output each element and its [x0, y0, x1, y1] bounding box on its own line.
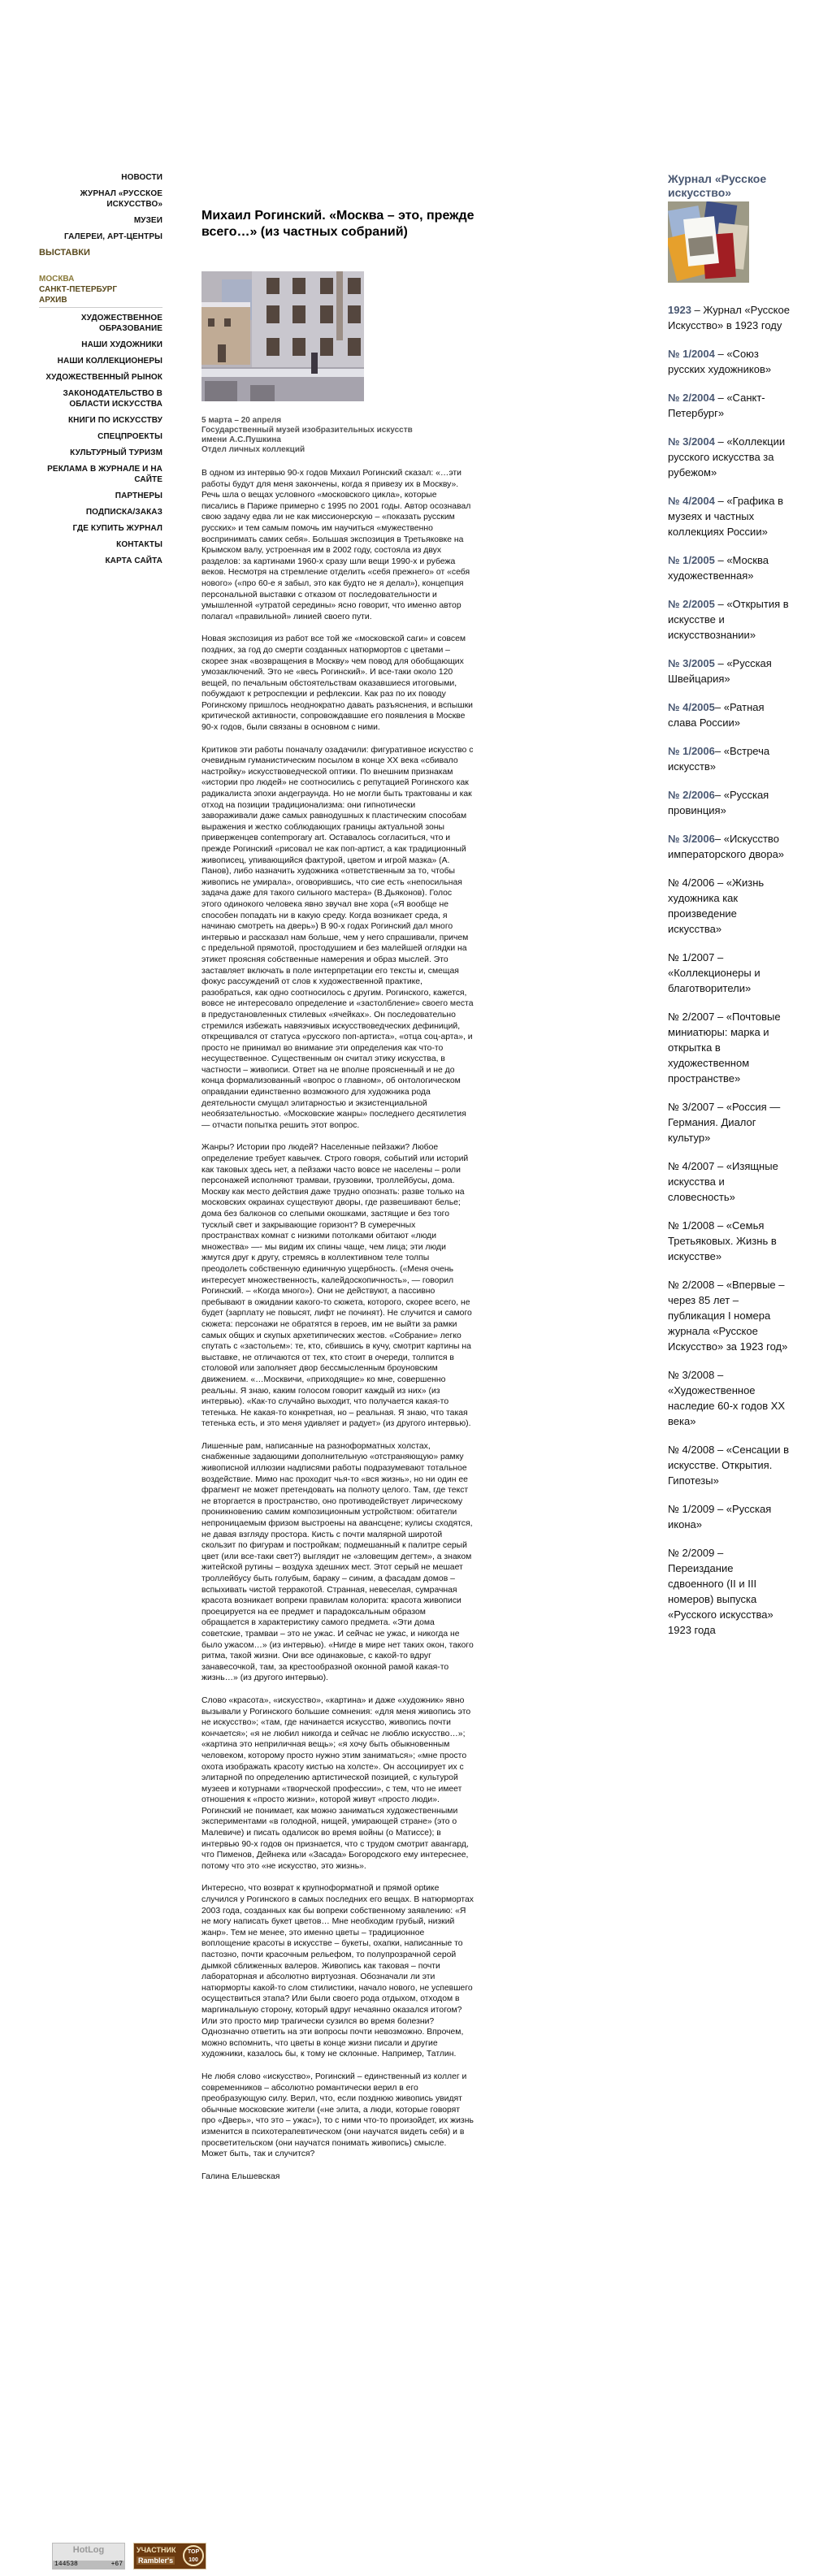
issue-number: № 2/2005 — [668, 598, 715, 610]
article-paragraph: Лишенные рам, написанные на разноформатных холстах, снабженные задающими дополнительную «отстраняющую» рамку живописной иллюзии надписями работы подразумевают тотальное воздействие. Мимо нас проходит чья-то «вся жизнь», но ни один ее фрагмент не может претендовать на полноту целого. Там, где текст не вторгается в пространство, оно противодействует лирическому проникновению самим композиционным устройством: обитатели непроницаемым фризом выстроены на авансцене; кулисы сходятся, не давая взгляду простора. Кисть с почти малярной широтой скользит по фигурам и постройкам; подмешанный к палитре серый цвет (или все-таки свет?) выглядит не «зловещим дегтем», а знаком житейской рутины – воздуха здешних мест. Этот серый не мешает троллейбусу быть голубым, бараку – синим, а фасадам домов – вспыхивать чистой терракотой. Странная, невеселая, сумрачная красота возникает вопреки правилам колорита: красота живописи проецируется на ее предмет и парадоксальным образом обращается в характеристику самого предмета. «Эти дома советские, трамваи – это не ужас. И сейчас не ужас, и никогда не было ужасом…» (из интервью). «Нигде в мире нет таких окон, такого ритма, такой жизни. Они все одинаковые, с какой-то вдруг занавесочкой, там, за крестообразной оконной рамой какая-то жизнь…» (из другого интервью). — [202, 1441, 474, 1683]
nav-item-museums[interactable]: МУЗЕИ — [133, 216, 162, 225]
issue-title: – «Искусство императорского двора» — [668, 833, 785, 860]
issue-number: № 3/2006 — [668, 833, 715, 845]
hotlog-logo: HotLog — [72, 2545, 105, 2555]
issue-title: – «Семья Третьяковых. Жизнь в искусстве» — [668, 1219, 777, 1262]
nav-section-exhibitions[interactable]: ВЫСТАВКИ — [39, 248, 90, 258]
article-body — [202, 468, 474, 2182]
journal-issue-link[interactable] — [668, 656, 790, 686]
exhibitions-submenu — [39, 274, 162, 308]
issue-title: – «Россия — Германия. Диалог культур» — [668, 1101, 781, 1144]
issue-number: № 4/2005 — [668, 701, 715, 713]
article-column — [202, 208, 632, 2193]
nav-sub-archive[interactable]: АРХИВ — [39, 296, 67, 305]
journal-issue-link[interactable] — [668, 831, 790, 862]
journal-issue-link[interactable] — [668, 434, 790, 480]
journal-issue-link[interactable] — [668, 699, 790, 730]
issue-title: – «Графика в музеях и частных коллекциях России» — [668, 495, 784, 538]
journal-issue-link[interactable] — [668, 390, 790, 421]
article-paragraph: Критиков эти работы поначалу озадачили: фигуративное искусство с очевидным гуманистическим посылом в конце XX века «сбивало настройку» искусствоведческой оптики. По внешним признакам «истории про людей» не соотносились с репутацией Рогинского как радикалиста эпохи андеграунда. Но не могли быть трактованы и как отход на позиции традиционализма: они гипнотически завораживали даже самых равнодушных к пластическим способам выражения и жестко соблюдающих границы актуальной зоны приверженцев contemporary art. Оставалось согласиться, что и прежде Рогинский «рисовал не как поп-артист, а как традиционный живописец, упивающийся фактурой, цветом и игрой мазка» (А. Панов), либо назначить художника «ответственным за то, чтобы живопись не умирала», оговорившись, что сие есть «непосильная задача даже для такого сильного мастера» (В.Дьяконов). Голос этого одинокого человека явно звучал вне хора («Я вообще не способен попадать ни в какую среду. Когда возникает среда, я начинаю смотреть на дверь») В 90-х годах Рогинский дал много интервью и рассказал нам больше, чем у него спрашивали, причем с предельной прямотой, простодушием и без малейшей оглядки на этикет проясняя собственные намерения и образ мыслей. Это заставляет включать в поле интерпретации его тексты и, смещая фокус рассуждений от слов к художественной практике, разобраться, как одно соотносилось с другим. Рогинского, кажется, вовсе не интересовало определение и «застолбление» своего места в предустановленных стилевых «ячейках». Он последовательно стремился избежать навязчивых искусствоведческих дефиниций, открещивался от статуса «русского поп-артиста», «отца соц-арта», и просто не принимал во внимание эти определения как что-то несущественное. Существенным он считал этику искусства, в частности – живописи. Ответ на не вполне проясненный и не до конца формализованный «вопрос о главном», об онтологическом оправдании единственно возможного для художника рода деятельности смущал элитарностью и экзистенциальной необязательностью. «Московские жанры» последнего десятилетия — отчасти попытка решить этот вопрос. — [202, 745, 474, 1130]
journal-covers-illustration — [668, 201, 749, 283]
article-painting-image — [202, 271, 364, 401]
rambler-label: УЧАСТНИК — [136, 2546, 176, 2554]
issue-title: – «Русская икона» — [668, 1503, 772, 1530]
journal-issue-link[interactable] — [668, 302, 790, 333]
issue-title: – «Коллекции русского искусства за рубежом» — [668, 435, 786, 478]
journal-issue-link[interactable] — [668, 950, 790, 996]
article-author: Галина Ельшевская — [202, 2171, 280, 2181]
nav-item-books[interactable]: КНИГИ ПО ИСКУССТВУ — [67, 416, 162, 425]
hotlog-counter[interactable] — [52, 2543, 125, 2570]
journal-issue-link[interactable] — [668, 552, 790, 583]
article-paragraph: В одном из интервью 90-х годов Михаил Рогинский сказал: «…эти работы будут для меня закончены, когда я привезу их в Москву». Речь шла о вещах условного «московского цикла», которые писались в Париже примерно с 1995 по 2001 годы. Автор осознавал свою задачу едва ли не как миссионерскую – «показать русским русских» и тем самым помочь им научиться «мужественно воспринимать самих себя». Большая экспозиция в Третьяковке на Крымском валу, устроенная им в 2002 году, состояла из двух разделов: за картинами 1960-х сразу шли вещи 1990-х и рубежа веков. Несмотря на стремление отделить «себя прежнего» от «себя нового» («про 60-е я забыл, это как будто не я делал»), концепция персональной выставки с отказом от последовательности и умышленной «утратой середины» ясно говорит, что именно автор полагал «правильной» линией своего пути. — [202, 469, 471, 621]
issue-title: – «Русская Швейцария» — [668, 657, 772, 685]
issue-number: № 4/2006 — [668, 877, 715, 889]
issue-title: – «Москва художественная» — [668, 554, 769, 582]
exhibition-venue: Государственный музей изобразительных искусств — [202, 426, 413, 435]
nav-item-where-to-buy[interactable]: ГДЕ КУПИТЬ ЖУРНАЛ — [72, 524, 162, 533]
journal-issue-link[interactable] — [668, 1545, 790, 1638]
nav-item-art-education[interactable]: ХУДОЖЕСТВЕННОЕ ОБРАЗОВАНИЕ — [80, 314, 162, 333]
footer-counters — [52, 2543, 206, 2569]
journal-issue-link[interactable] — [668, 1218, 790, 1264]
article-paragraph: Слово «красота», «искусство», «картина» и даже «художник» явно вызывали у Рогинского большие сомнения: «для меня живопись это не искусство»; «там, где начинается искусство, живопись почти кончается»; «я не любил никогда и сейчас не люблю искусство…»; «картина это неприличная вещь»; «я хочу быть обыкновенным человеком, которому просто нужно этим заниматься»; «мне просто охота изображать красоту кистью на холсте». Он ассоциирует их с элитарной по определению артистической позицией, с культурой музеев и котурнами «творческой профессии», с тем, что не имеет отношения к «просто жизни», которой живут «просто люди». Рогинский не понимает, как можно заниматься художественными экспериментами «в голодной, нищей, умирающей стране» (это о Малевиче) и писать одалисок во время войны (о Матиссе); в интервью 90-х годов он признается, что с трудом смотрит авангард, что Пименов, Дейнека или «Засада» Богородского ему интереснее, потому что это «не искусство, это жизнь». — [202, 1695, 471, 1871]
journal-issue-link[interactable] — [668, 1009, 790, 1086]
issue-number: № 3/2008 — [668, 1369, 715, 1381]
nav-item-art-market[interactable]: ХУДОЖЕСТВЕННЫЙ РЫНОК — [46, 373, 162, 382]
issue-number: № 2/2006 — [668, 789, 715, 801]
article-paragraph: Не любя слово «искусство», Рогинский – единственный из коллег и современников – абсолютно романтически верил в его преобразующую силу. Верил, что, если позднюю живопись увидят обычные московские жители («не элита, а люди, которые говорят про «Дверь», что это – ужас»), то с ними что-то произойдет, их жизнь изменится в психотерапевтическом (они научатся видеть себя) и в просветительском (они научатся понимать живопись) смысле. Может быть, так и случится? — [202, 2072, 474, 2159]
rambler-brand: Rambler's — [138, 2557, 174, 2565]
issue-title: – «Ратная слава России» — [668, 701, 765, 729]
journal-issue-link[interactable] — [668, 787, 790, 818]
issue-number: № 4/2008 — [668, 1444, 715, 1456]
rambler-top100-counter[interactable] — [133, 2543, 206, 2570]
hotlog-delta: +67 — [110, 2561, 123, 2568]
nav-item-partners[interactable]: ПАРТНЕРЫ — [115, 491, 162, 500]
issue-number: 1923 — [668, 304, 691, 316]
nav-item-legislation[interactable]: ЗАКОНОДАТЕЛЬСТВО В ОБЛАСТИ ИСКУССТВА — [63, 389, 162, 409]
nav-item-our-collectors[interactable]: НАШИ КОЛЛЕКЦИОНЕРЫ — [57, 357, 162, 366]
issue-title: – «Русская провинция» — [668, 789, 769, 816]
journal-issue-link[interactable] — [668, 493, 790, 539]
issue-number: № 2/2004 — [668, 392, 715, 404]
journal-covers-image[interactable] — [668, 201, 749, 283]
journal-issue-link[interactable] — [668, 596, 790, 643]
painting-illustration — [202, 271, 364, 401]
journal-issue-link[interactable] — [668, 1099, 790, 1145]
journal-issue-link[interactable] — [668, 1158, 790, 1205]
issue-title: – «Санкт-Петербург» — [668, 392, 765, 419]
issue-number: № 3/2005 — [668, 657, 715, 669]
nav-item-journal[interactable]: ЖУРНАЛ «РУССКОЕ ИСКУССТВО» — [80, 189, 162, 209]
nav-sub-spb[interactable]: САНКТ-ПЕТЕРБУРГ — [39, 285, 118, 294]
issue-title: – Переиздание сдвоенного (II и III номеров) выпуска «Русского искусства» 1923 года — [668, 1547, 774, 1636]
issue-title: – «Изящные искусства и словесность» — [668, 1160, 778, 1203]
exhibition-dates: 5 марта – 20 апреля — [202, 416, 282, 425]
exhibition-info — [202, 416, 632, 455]
nav-item-our-artists[interactable]: НАШИ ХУДОЖНИКИ — [81, 340, 162, 349]
issue-title: – «Коллекционеры и благотворители» — [668, 951, 760, 994]
issue-number: № 3/2007 — [668, 1101, 715, 1113]
issue-title: – «Впервые – через 85 лет – публикация I номера журнала «Русское Искусство» за 1923 год» — [668, 1279, 788, 1353]
article-title: Михаил Рогинский. «Москва – это, прежде всего…» (из частных собраний) — [202, 209, 474, 239]
nav-item-special-projects[interactable]: СПЕЦПРОЕКТЫ — [98, 432, 162, 441]
journal-issue-link[interactable] — [668, 875, 790, 937]
journal-heading-link[interactable]: Журнал «Русское искусство» — [668, 172, 767, 199]
issue-number: № 1/2009 — [668, 1503, 715, 1515]
journal-issue-link[interactable] — [668, 1277, 790, 1354]
top100-badge: TOP 100 — [183, 2545, 204, 2566]
issue-number: № 1/2007 — [668, 951, 715, 963]
nav-item-sitemap[interactable]: КАРТА САЙТА — [105, 556, 162, 565]
nav-item-galleries[interactable]: ГАЛЕРЕИ, АРТ-ЦЕНТРЫ — [63, 232, 162, 241]
issue-title: – «Открытия в искусстве и искусствознании» — [668, 598, 789, 641]
nav-item-news[interactable]: НОВОСТИ — [121, 173, 162, 182]
issue-number: № 4/2004 — [668, 495, 715, 507]
issue-title: – «Сенсации в искусстве. Открытия. Гипотезы» — [668, 1444, 790, 1487]
nav-sub-moscow[interactable]: МОСКВА — [39, 275, 75, 284]
issue-title: – «Встреча искусств» — [668, 745, 770, 773]
journal-issue-link[interactable] — [668, 743, 790, 774]
nav-item-subscription[interactable]: ПОДПИСКА/ЗАКАЗ — [85, 508, 162, 517]
issues-list — [668, 302, 790, 1638]
nav-item-advertising[interactable]: РЕКЛАМА В ЖУРНАЛЕ И НА САЙТЕ — [47, 465, 162, 484]
article-paragraph: Интересно, что возврат к крупноформатной и прямой optике случился у Рогинского в самых последних его вещах. В натюрмортах 2003 года, созданных как бы вопреки собственному заявлению: «Я не могу написать букет цветов… Мне необходим грубый, низкий жанр». Тем не менее, это именно цветы – традиционное воплощение красоты в искусстве – букеты, охапки, написанные то пастозно, почти красочным рельефом, то полупрозрачной серой дымкой сближенных валеров. Живопись как таковая – почти лабораторная и абсолютно виртуозная. Обозначали ли эти натюрморты какой-то слом стилистики, начало нового, не успевшего осуществиться этапа? Или были своего рода отдыхом, отходом в маргинальную сторону, который вдруг нечаянно оказался итогом? Или это просто мир трагически сузился во время болезни? Однозначно ответить на эти вопросы почти невозможно. Впрочем, можно вспомнить, что цветы в конце жизни писали и другие художники, казалось бы, к тому не склонные. Например, Татлин. — [202, 1884, 474, 2059]
journal-issue-link[interactable] — [668, 346, 790, 377]
left-navigation — [39, 172, 162, 572]
issue-number: № 2/2008 — [668, 1279, 715, 1291]
issue-number: № 1/2004 — [668, 348, 715, 360]
issue-title: – «Художественное наследие 60-х годов XX века» — [668, 1369, 786, 1427]
article-paragraph: Жанры? Истории про людей? Населенные пейзажи? Любое определение требует кавычек. Строго говоря, событий или историй как таковых здесь нет, а пейзажи часто вовсе не населены – роли персонажей исполняют трамваи, грузовики, троллейбусы, дома. Москву как место действия даже трудно опознать: разве только на московских окраинах существуют дворы, где развешивают белье; дома без балконов со слепыми окошками, застящие и без того тусклый свет и закрывающие горизонт? В сумеречных пространствах комнат с низкими потолками обитают «люди множества» —- мы видим их спины чаще, чем лица; эти люди жмутся друг к другу, стремясь в коллективном теле толпы преодолеть собственную единичную ущербность. («Меня очень интересует множественность, калейдоскопичность», — говорил Рогинский. – «Когда много»). Они не действуют, а пассивно пребывают в ожидании какого-то сюжета, которого, скорее всего, не будет (зарплату не повысят, лифт не починят). Не случится и самого сюжета: персонажи не обратятся в героев, им не выйти за рамки самых общих и скупых архетипических жестов. «Собрание» легко спутать с «застольем»: те, кто, сбившись в кучу, смотрит картины на выставке, не отличаются от тех, кто стоит в очереди, толпится в столовой или заполняет двор бессмысленным броуновским движением. «…Москвичи, «приходящие» ко мне, совершенно реальны. Я знаю, каким голосом говорит каждый из них» (из интервью). «Как-то случайно выходит, что получается какая-то тетенька. Не какая-то конкретная, но – реальная. Я знаю, что такая тетенька есть, и это меня удивляет и радует» (из другого интервью). — [202, 1143, 472, 1429]
article-paragraph: Новая экспозиция из работ все той же «московской саги» и совсем поздних, за год до смерти созданных натюрмортов с цветами – скорее знак «возвращения в Москву» чем повод для обобщающих умозаключений. Это не «весь Рогинский». И все-таки около 120 вещей, по печальным обстоятельствам оказавшиеся итоговыми, побуждают к ретроспекции и рефлексии. Как раз по их поводу Рогинскому пришлось неоднократно давать разъяснения, и вспышки критической активности, сопровождавшие его появления в Москве 90-х годов, были связаны в основном с ними. — [202, 634, 473, 733]
issue-number: № 1/2005 — [668, 554, 715, 566]
journal-sidebar — [668, 172, 790, 1651]
journal-issue-link[interactable] — [668, 1501, 790, 1532]
journal-issue-link[interactable] — [668, 1367, 790, 1429]
nav-item-contacts[interactable]: КОНТАКТЫ — [116, 540, 162, 549]
issue-title: – «Союз русских художников» — [668, 348, 772, 375]
issue-number: № 3/2004 — [668, 435, 715, 448]
nav-item-tourism[interactable]: КУЛЬТУРНЫЙ ТУРИЗМ — [70, 448, 162, 457]
issue-number: № 1/2008 — [668, 1219, 715, 1232]
issue-number: № 4/2007 — [668, 1160, 715, 1172]
exhibition-department: Отдел личных коллекций — [202, 445, 306, 454]
issue-title: – «Почтовые миниатюры: марка и открытка в художественном пространстве» — [668, 1011, 781, 1085]
exhibition-venue-name: имени А.С.Пушкина — [202, 435, 281, 444]
issue-title: – «Жизнь художника как произведение искусства» — [668, 877, 765, 935]
issue-title: – Журнал «Русское Искусство» в 1923 году — [668, 304, 790, 331]
issue-number: № 2/2007 — [668, 1011, 715, 1023]
journal-issue-link[interactable] — [668, 1442, 790, 1488]
hotlog-count: 144538 — [54, 2561, 78, 2568]
issue-number: № 1/2006 — [668, 745, 715, 757]
issue-number: № 2/2009 — [668, 1547, 715, 1559]
